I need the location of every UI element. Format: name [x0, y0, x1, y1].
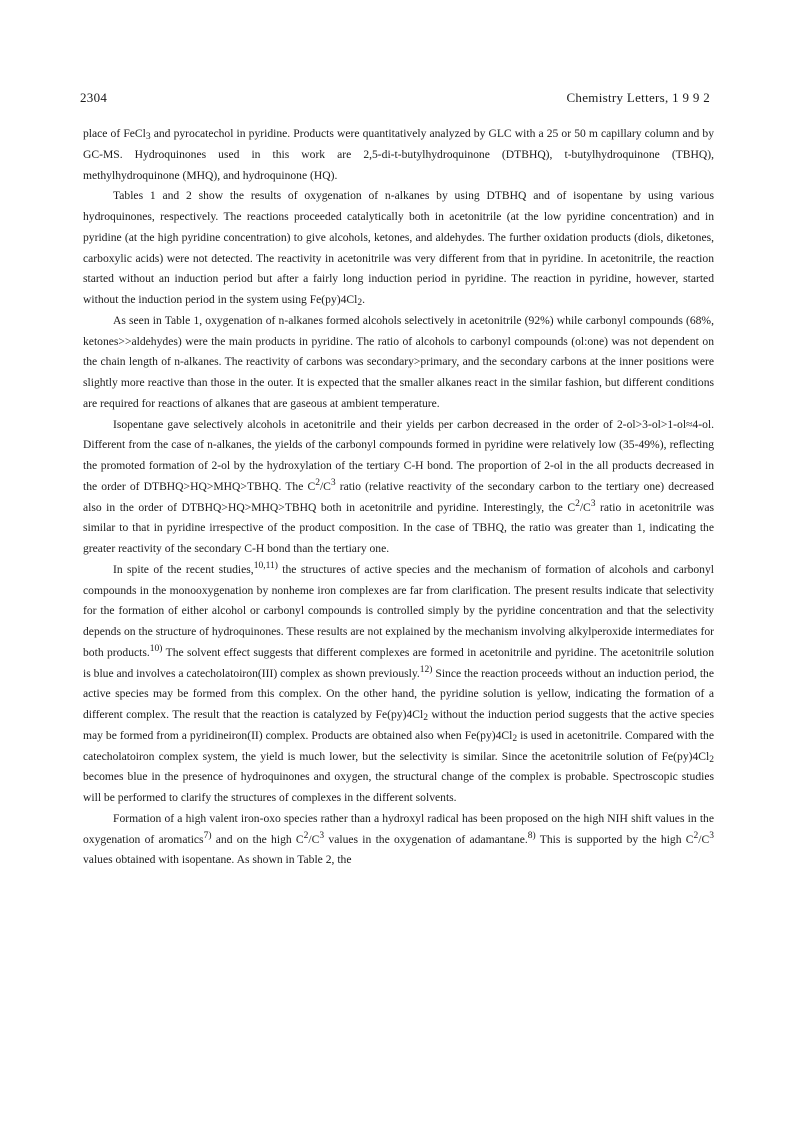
text-run: ratio (relative reactivity of the secondary carbon to the tertiary one) decreased also in the order of DTBHQ>HQ>MHQ>TBHQ both in acetonitrile and pyridine. Interestingly, the C: [83, 479, 714, 514]
superscript: 2: [303, 830, 309, 841]
text-run: This is supported by the high C: [535, 832, 694, 846]
superscript: 3: [319, 830, 325, 841]
subscript: 2: [512, 733, 518, 744]
superscript: 10): [149, 643, 163, 654]
text-run: and pyrocatechol in pyridine. Products were quantitatively analyzed by GLC with a 25 or 50 m capillary column and by GC-MS. Hydroquinones used in this work are 2,5-di-t-butylhydroquinone (DTBHQ), t-butylhydroquinone (TBHQ), methylhydroquinone (MHQ), and hydroquinone (HQ).: [83, 127, 714, 182]
text-run: Formation of a high valent iron-oxo species rather than a hydroxyl radical has been proposed on the high NIH shift values in the oxygenation of aromatics: [83, 811, 714, 846]
text-run: /C: [698, 832, 710, 846]
superscript: 10,11): [253, 560, 278, 571]
paragraph: [83, 560, 714, 809]
body-text: [83, 124, 714, 871]
running-header-journal: Chemistry Letters, 1 9 9 2: [566, 90, 710, 105]
superscript: 2: [315, 477, 320, 488]
text-run: /C: [579, 500, 591, 514]
text-run: Tables 1 and 2 show the results of oxygenation of n-alkanes by using DTBHQ and of isopentane by using various hydroquinones, respectively. The reactions proceeded catalytically both in acetonitrile (at the low pyridine concentration) and in pyridine (at the high pyridine concentration) to give alcohols, ketones, and aldehydes. The further oxidation products (diols, diketones, carboxylic acids) were not detected. The reactivity in acetonitrile was very different from that in pyridine. In acetonitrile, the reaction started without an induction period but after a fairly long induction period in pyridine. The reaction in pyridine, however, started without the induction period in the system using Fe(py)4Cl: [83, 189, 714, 306]
superscript: 12): [419, 664, 433, 675]
superscript: 3: [590, 498, 596, 509]
paragraph: [83, 124, 714, 186]
subscript: 3: [145, 132, 151, 142]
text-run: The solvent effect suggests that different complexes are formed in acetonitrile and pyridine. The acetonitrile solution is blue and involves a catecholatoiron(III) complex as shown previously.: [83, 645, 714, 680]
paragraph: [83, 809, 714, 871]
text-run: /C: [308, 832, 320, 846]
superscript: 8): [527, 830, 536, 841]
paragraph: [83, 415, 714, 560]
subscript: 2: [423, 713, 428, 723]
text-run: .: [362, 293, 366, 306]
page-number: 2304: [80, 90, 108, 105]
text-run: /C: [319, 479, 331, 493]
superscript: 3: [709, 830, 714, 841]
paragraph: [83, 311, 714, 415]
text-run: Isopentane gave selectively alcohols in acetonitrile and their yields per carbon decreased in the order of 2-ol>3-ol>1-ol≈4-ol. Different from the case of n-alkanes, the yields of the carbonyl compounds formed in pyridine were relatively low (35-49%), reflecting the promoted formation of 2-ol by the hydroxylation of the tertiary C-H bond. The proportion of 2-ol in the all products decreased in the order of DTBHQ>HQ>MHQ>TBHQ. The C: [83, 417, 714, 493]
text-run: without the induction period suggests that the active species may be formed from a pyridineiron(II) complex. Products are obtained also when Fe(py)4Cl: [83, 708, 714, 742]
text-run: the structures of active species and the mechanism of formation of alcohols and carbonyl compounds in the monooxygenation by nonheme iron complexes are far from clarification. The present results indicate that selectivity for the formation of either alcohol or carbonyl compounds is controlled simply by the pyridine concentration and that the selectivity depends on the structure of hydroquinones. These results are not explained by the mechanism involving alkylperoxide intermediates for both products.: [83, 562, 714, 659]
paragraph: [83, 186, 714, 311]
text-run: Since the reaction proceeds without an induction period, the active species may be formed from this complex. On the other hand, the pyridine solution is yellow, indicating the formation of a different complex. The result that the reaction is catalyzed by Fe(py)4Cl: [83, 666, 714, 721]
superscript: 7): [203, 830, 212, 841]
text-run: As seen in Table 1, oxygenation of n-alkanes formed alcohols selectively in acetonitrile (92%) while carbonyl compounds (68%, ketones>>aldehydes) were the main products in pyridine. The ratio of alcohols to carbonyl compounds (ol:one) was not dependent on the chain length of n-alkanes. The reactivity of carbons was secondary>primary, and the secondary carbons at the inner positions were slightly more reactive than those in the outer. It is expected that the smaller alkanes react in the similar fashion, but different conditions are required for reactions of alkanes that are gaseous at ambient temperature.: [83, 313, 714, 410]
text-run: In spite of the recent studies,: [113, 562, 254, 576]
text-run: is used in acetonitrile. Compared with the catecholatoiron complex system, the yield is much lower, but the selectivity is similar. Since the acetonitrile solution of Fe(py)4Cl: [83, 728, 714, 763]
subscript: 2: [357, 298, 363, 308]
superscript: 2: [575, 498, 580, 509]
superscript: 3: [330, 477, 336, 488]
text-run: values obtained with isopentane. As shown in Table 2, the: [83, 853, 352, 867]
text-run: place of FeCl: [83, 127, 146, 140]
text-run: becomes blue in the presence of hydroquinones and oxygen, the structural change of the complex is probable. Spectroscopic studies will be performed to clarify the structures of complexes in the different solvents.: [83, 770, 714, 804]
text-run: ratio in acetonitrile was similar to that in pyridine irrespective of the product composition. In the case of TBHQ, the ratio was greater than 1, indicating the greater reactivity of the secondary C-H bond than the tertiary one.: [83, 500, 714, 555]
text-run: values in the oxygenation of adamantane.: [324, 832, 528, 846]
text-run: and on the high C: [211, 832, 304, 846]
superscript: 2: [693, 830, 699, 841]
subscript: 2: [709, 754, 714, 765]
